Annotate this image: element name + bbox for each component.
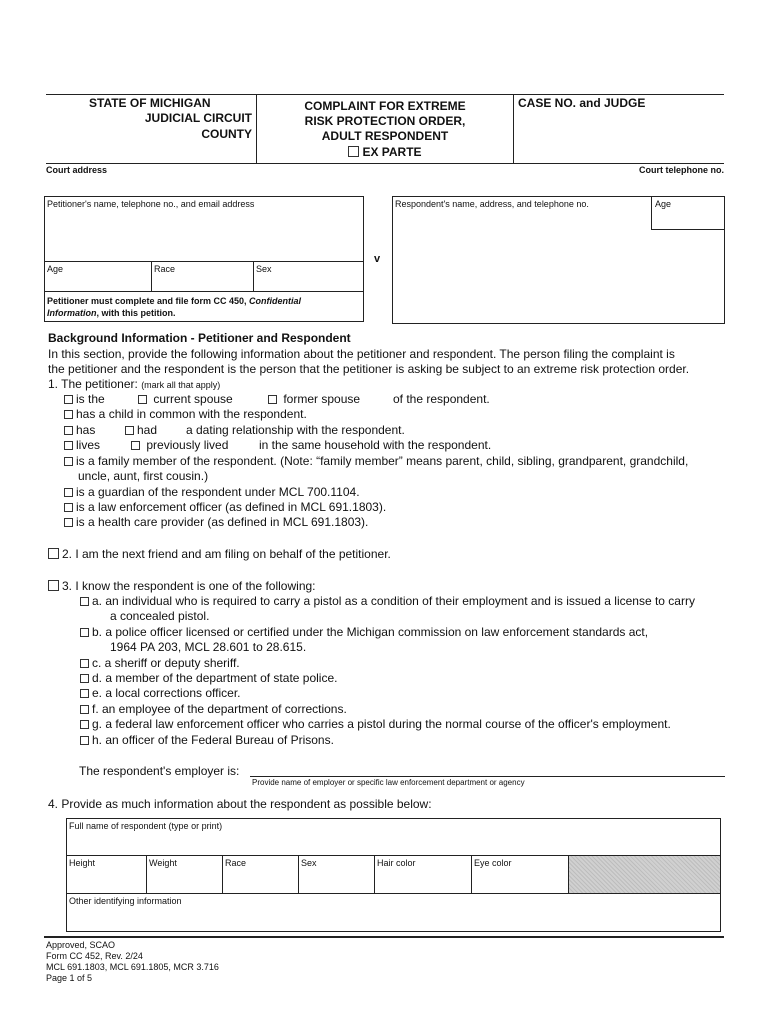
employer-label: The respondent's employer is:: [79, 764, 240, 778]
has-label: has: [76, 423, 96, 437]
previously-lived-checkbox[interactable]: [131, 441, 140, 450]
child-common-checkbox[interactable]: [64, 410, 73, 419]
item3g-label: g. a federal law enforcement officer who carries a pistol during the normal course of the officer's employment.: [92, 717, 671, 731]
item3e-row: [80, 686, 241, 701]
item3a-label-1: a. an individual who is required to carry a pistol as a condition of their employment and is issued a license to carry: [92, 594, 695, 608]
respondent-age-rule: [651, 229, 725, 230]
header-bottom-rule: [46, 163, 724, 164]
item4-label: 4. Provide as much information about the respondent as possible below:: [48, 797, 432, 811]
item3b-label-2: 1964 PA 203, MCL 28.601 to 28.615.: [110, 640, 307, 654]
petitioner-label: Petitioner's name, telephone no., and email address: [47, 199, 255, 209]
petitioner-age-label: Age: [47, 264, 64, 274]
guardian-row: [64, 485, 360, 500]
respondent-label: Respondent's name, address, and telephone no.: [395, 199, 589, 209]
height-label: Height: [69, 858, 96, 868]
petitioner-col-rule1: [151, 261, 152, 291]
background-heading: Background Information - Petitioner and Respondent: [48, 331, 351, 345]
footer: [46, 940, 219, 984]
item3a-checkbox[interactable]: [80, 597, 89, 606]
hair-color-label: Hair color: [377, 858, 416, 868]
previously-lived-label: previously lived: [146, 438, 229, 452]
item2-row: [48, 547, 391, 562]
has-checkbox[interactable]: [64, 426, 73, 435]
item2-label: 2. I am the next friend and am filing on behalf of the petitioner.: [62, 547, 391, 561]
health-care-checkbox[interactable]: [64, 518, 73, 527]
child-common-row: [64, 407, 307, 422]
item3-label: 3. I know the respondent is one of the following:: [62, 579, 316, 593]
footer-rule: [44, 936, 724, 938]
had-wrap: [125, 423, 157, 438]
item3d-checkbox[interactable]: [80, 674, 89, 683]
state-label: STATE OF MICHIGAN: [89, 96, 211, 110]
petitioner-row-rule: [44, 261, 364, 262]
item3a-label-2: a concealed pistol.: [110, 609, 210, 623]
item3h-row: [80, 733, 334, 748]
court-address-label: Court address: [46, 165, 108, 175]
other-info-label: Other identifying information: [69, 896, 182, 906]
law-enforcement-row: [64, 500, 386, 515]
petitioner-note-c: , with this petition.: [96, 308, 176, 318]
item3d-row: [80, 671, 337, 686]
background-intro-1: In this section, provide the following information about the petitioner and respondent. The person filing the complaint is: [48, 347, 675, 361]
family-member-label-1: is a family member of the respondent. (Note: “family member” means parent, child, sibling, grandparent, grandchild,: [76, 454, 689, 468]
item1-row: [48, 377, 220, 393]
item3d-label: d. a member of the department of state police.: [92, 671, 338, 685]
item3g-checkbox[interactable]: [80, 720, 89, 729]
petitioner-row-rule2: [44, 291, 364, 292]
form-title-line3: ADULT RESPONDENT: [321, 129, 449, 143]
item3f-row: [80, 702, 347, 717]
current-spouse-checkbox[interactable]: [138, 395, 147, 404]
form-title: [257, 99, 513, 160]
guardian-label: is a guardian of the respondent under MCL 700.1104.: [76, 485, 360, 499]
race-label: Race: [225, 858, 247, 868]
current-spouse-wrap: [138, 392, 233, 407]
item1-label: 1. The petitioner:: [48, 377, 138, 391]
petitioner-note-b: Confidential Information: [47, 296, 302, 318]
spouse-row: [64, 392, 704, 407]
current-spouse-label: current spouse: [153, 392, 233, 406]
health-care-row: [64, 515, 368, 530]
item1-note: (mark all that apply): [141, 380, 221, 390]
item3f-label: f. an employee of the department of corrections.: [92, 702, 347, 716]
table-col-1: [146, 855, 147, 893]
ex-parte-checkbox[interactable]: [348, 146, 359, 157]
dating-row: [64, 423, 704, 438]
respondent-age-label: Age: [655, 199, 672, 209]
eye-color-label: Eye color: [474, 858, 512, 868]
health-care-label: is a health care provider (as defined in MCL 691.1803).: [76, 515, 369, 529]
form-title-line1: COMPLAINT FOR EXTREME: [304, 99, 466, 113]
item3e-label: e. a local corrections officer.: [92, 686, 241, 700]
dating-label: a dating relationship with the respondent.: [186, 423, 405, 437]
former-spouse-label: former spouse: [283, 392, 361, 406]
header-divider-2: [513, 94, 514, 164]
versus-label: v: [374, 253, 381, 265]
lives-checkbox[interactable]: [64, 441, 73, 450]
petitioner-race-label: Race: [154, 264, 176, 274]
table-col-2: [222, 855, 223, 893]
previously-lived-wrap: [131, 438, 228, 453]
item3c-row: [80, 656, 240, 671]
is-the-label: is the: [76, 392, 105, 406]
shaded-cell: [569, 856, 720, 893]
footer-approved: Approved, SCAO: [46, 940, 116, 950]
respondent-age-divider: [651, 196, 652, 229]
county-label: COUNTY: [201, 127, 252, 141]
petitioner-note: [47, 295, 347, 319]
item3f-checkbox[interactable]: [80, 705, 89, 714]
item3c-checkbox[interactable]: [80, 659, 89, 668]
petitioner-sex-label: Sex: [256, 264, 272, 274]
sex-label: Sex: [301, 858, 317, 868]
guardian-checkbox[interactable]: [64, 488, 73, 497]
item3h-checkbox[interactable]: [80, 736, 89, 745]
ex-parte-label: EX PARTE: [362, 145, 422, 159]
footer-mcl: MCL 691.1803, MCL 691.1805, MCR 3.716: [46, 962, 219, 972]
item3-row: [48, 579, 316, 594]
of-respondent-label: of the respondent.: [393, 392, 490, 406]
full-name-label: Full name of respondent (type or print): [69, 821, 223, 831]
family-member-row: [64, 454, 688, 469]
circuit-label: JUDICIAL CIRCUIT: [144, 111, 252, 125]
lives-label: lives: [76, 438, 101, 452]
had-checkbox[interactable]: [125, 426, 134, 435]
respondent-box[interactable]: [392, 196, 725, 324]
item3g-row: [80, 717, 671, 732]
same-household-label: in the same household with the respondent.: [259, 438, 492, 452]
item3b-label-1: b. a police officer licensed or certified under the Michigan commission on law enforcement standards act,: [92, 625, 649, 639]
footer-page: Page 1 of 5: [46, 973, 93, 983]
had-label: had: [137, 423, 158, 437]
item2-checkbox[interactable]: [48, 548, 59, 559]
background-intro-2: the petitioner and the respondent is the person that the petitioner is asking be subject to an extreme risk protection order.: [48, 362, 690, 376]
item3h-label: h. an officer of the Federal Bureau of Prisons.: [92, 733, 334, 747]
footer-form: Form CC 452, Rev. 2/24: [46, 951, 143, 961]
item3e-checkbox[interactable]: [80, 689, 89, 698]
family-member-checkbox[interactable]: [64, 457, 73, 466]
item3b-checkbox[interactable]: [80, 628, 89, 637]
petitioner-note-a: Petitioner must complete and file form CC 450,: [47, 296, 250, 306]
form-title-line2: RISK PROTECTION ORDER,: [304, 114, 466, 128]
law-enforcement-checkbox[interactable]: [64, 503, 73, 512]
employer-input-line[interactable]: [250, 776, 725, 777]
law-enforcement-label: is a law enforcement officer (as defined in MCL 691.1803).: [76, 500, 387, 514]
item3a-row: [80, 594, 695, 609]
weight-label: Weight: [149, 858, 177, 868]
is-the-checkbox[interactable]: [64, 395, 73, 404]
former-spouse-wrap: [268, 392, 360, 407]
item3b-row: [80, 625, 648, 640]
header-top-rule: [46, 94, 724, 95]
household-row: [64, 438, 704, 453]
case-no-label: CASE NO. and JUDGE: [518, 96, 646, 110]
petitioner-col-rule2: [253, 261, 254, 291]
table-col-5: [471, 855, 472, 893]
child-common-label: has a child in common with the respondent.: [76, 407, 307, 421]
former-spouse-checkbox[interactable]: [268, 395, 277, 404]
employer-hint: Provide name of employer or specific law enforcement department or agency: [252, 778, 525, 787]
court-phone-label: Court telephone no.: [639, 165, 724, 175]
table-col-3: [298, 855, 299, 893]
item3c-label: c. a sheriff or deputy sheriff.: [92, 656, 240, 670]
ex-parte-row: [257, 145, 513, 160]
table-col-4: [374, 855, 375, 893]
family-member-label-2: uncle, aunt, first cousin.): [78, 469, 209, 483]
item3-checkbox[interactable]: [48, 580, 59, 591]
table-rule-2: [66, 893, 721, 894]
